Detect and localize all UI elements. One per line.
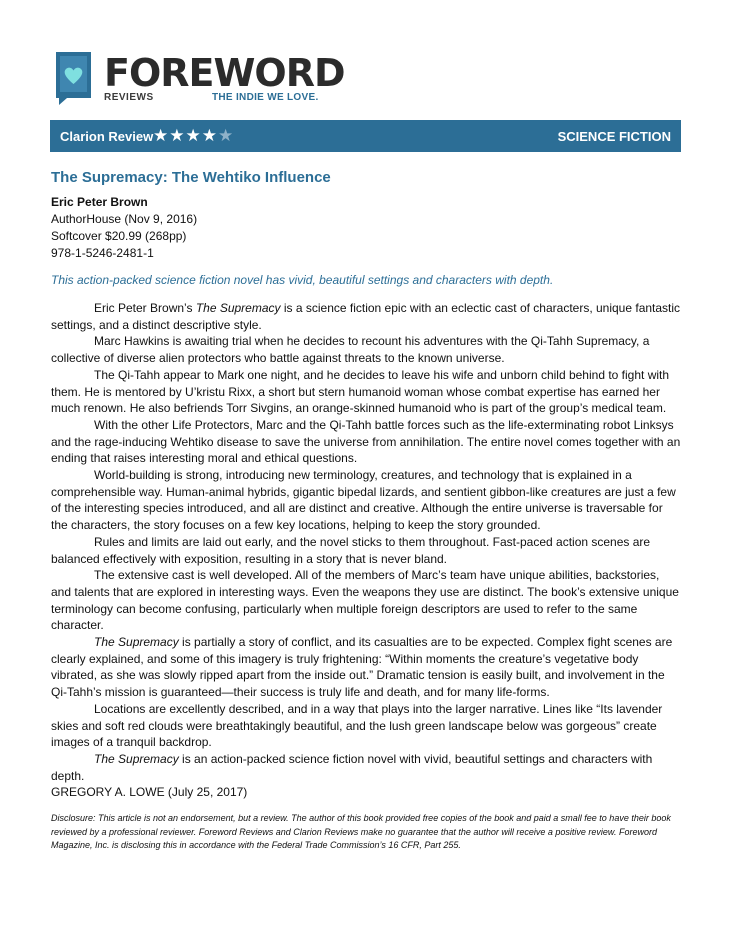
star-icons-filled: ★★★★ bbox=[153, 126, 218, 145]
review-body bbox=[51, 300, 681, 801]
review-banner bbox=[50, 120, 681, 152]
review-paragraph: Eric Peter Brown’s The Supremacy is a science fiction epic with an eclectic cast of characters, unique fantastic settings, and a distinct descriptive style. bbox=[51, 301, 681, 332]
review-paragraph: Marc Hawkins is awaiting trial when he decides to recount his adventures with the Qi-Tahh Supremacy, a collective of diverse alien protectors who battle against threats to the known universe. bbox=[51, 334, 650, 366]
book-title-ref: The Supremacy bbox=[195, 301, 281, 315]
book-author: Eric Peter Brown bbox=[51, 195, 148, 209]
genre-label: SCIENCE FICTION bbox=[557, 129, 671, 144]
book-title: The Supremacy: The Wehtiko Influence bbox=[51, 169, 331, 186]
disclosure-note: Disclosure: This article is not an endorsement, but a review. The author of this book provided free copies of the book and paid a small fee to have their book reviewed by a professional reviewer. Foreword Reviews and Clarion Reviews make no guarantee that the author will receive a positive review. Foreword Magazine, Inc. is disclosing this in accordance with the Federal Trade Commission’s 16 CFR, Part 255. bbox=[51, 813, 671, 850]
reviewer-signature: GREGORY A. LOWE (July 25, 2017) bbox=[51, 785, 248, 800]
book-heart-icon bbox=[51, 50, 93, 106]
book-title-ref: The Supremacy bbox=[94, 635, 179, 650]
brand-name: FOREWORD bbox=[104, 51, 345, 95]
review-paragraph: The extensive cast is well developed. All of the members of Marc’s team have unique abilities, backstories, and talents that are explored in interesting ways. Even the weapons they use are distinct. The book’s extensive unique terminology can become confusing, particularly when multiple foreign descriptors are used to refer to the same character. bbox=[51, 568, 679, 633]
foreword-reviews-logo[interactable] bbox=[51, 50, 351, 110]
book-isbn: 978-1-5246-2481-1 bbox=[51, 246, 154, 260]
review-paragraph: The Qi-Tahh appear to Mark one night, and he decides to leave his wife and unborn child behind to fight with them. He is mentored by U’kristu Rixx, a short but stern humanoid woman whose combat expertise has earned her much renown. He also befriends Torr Sivgins, an orange-skinned humanoid who is part of the group’s medical team. bbox=[51, 367, 670, 416]
brand-tagline: THE INDIE WE LOVE. bbox=[212, 92, 319, 103]
book-publisher: AuthorHouse (Nov 9, 2016) bbox=[51, 212, 198, 226]
book-format: Softcover $20.99 (268pp) bbox=[51, 229, 187, 243]
brand-subtitle: REVIEWS bbox=[104, 92, 154, 103]
book-details bbox=[51, 194, 197, 262]
star-rating bbox=[153, 126, 234, 146]
review-paragraph: The Supremacy is partially a story of conflict, and its casualties are to be expected. Complex fight scenes are clearly explained, and some of this imagery is truly frightening: “Within moments the creature’s vegetative body vibrated, as she was slowly ripped apart from the inside out.” Dramatic tension is easily built, and involvement in the Qi-Tahh’s mission is guaranteed—their success is truly life and death, and for many life-forms. bbox=[51, 635, 673, 700]
star-icons-empty: ★ bbox=[217, 126, 235, 145]
book-title-ref: The Supremacy bbox=[94, 751, 179, 766]
review-paragraph: World-building is strong, introducing new terminology, creatures, and technology that is explained in a comprehensible way. Human-animal hybrids, gigantic bipedal lizards, and sentient gibbon-like creatures are just a few of the interesting species introduced, and all are distinct and creative. Although the entire universe is traversable for the characters, the story focuses on a few key locations, helping to keep the story grounded. bbox=[51, 468, 676, 533]
review-paragraph: Locations are excellently described, and in a way that plays into the larger narrative. Lines like “Its lavender skies and soft red clouds were breathtakingly beautiful, and the lush green landscape below was gorgeous” create images of a tranquil backdrop. bbox=[51, 701, 663, 750]
review-paragraph: The Supremacy is an action-packed science fiction novel with vivid, beautiful settings and characters with depth. bbox=[51, 751, 653, 783]
review-paragraph: With the other Life Protectors, Marc and the Qi-Tahh battle forces such as the life-exterminating robot Linksys and the rage-inducing Wehtiko disease to save the universe from annihilation. The entire novel comes together with an ending that raises interesting moral and ethical questions. bbox=[51, 417, 681, 466]
review-type-label: Clarion Review bbox=[60, 129, 154, 144]
review-paragraph: Rules and limits are laid out early, and the novel sticks to them throughout. Fast-paced action scenes are balanced effectively with exposition, resulting in a story that is never bland. bbox=[51, 534, 651, 566]
review-summary: This action-packed science fiction novel has vivid, beautiful settings and characters with depth. bbox=[51, 273, 554, 287]
